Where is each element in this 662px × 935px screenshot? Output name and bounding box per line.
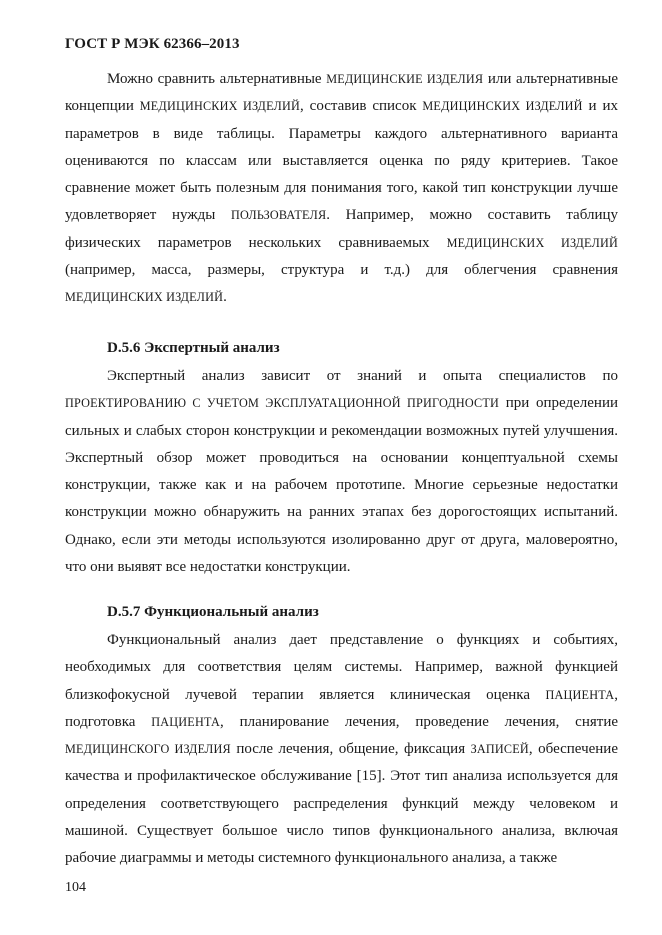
text-run: Экспертный анализ зависит от знаний и опыта специалистов по <box>107 368 618 384</box>
text-run: , составив список <box>300 98 423 115</box>
term: ПРОЕКТИРОВАНИЮ С УЧЕТОМ ЭКСПЛУАТАЦИОННОЙ ПРИГОДНОСТИ <box>65 396 499 411</box>
text-run: и их параметров в виде таблицы. Параметры каждого альтернативного варианта оцениваются по классам или выставляется оценка по ряду критериев. Такое сравнение может быть полезным для понимания того, какой тип конструкции лучше удовлетворяет нужды <box>65 98 619 224</box>
paragraph-comparison <box>65 66 618 312</box>
text-run: . Например, можно составить таблицу физических параметров нескольких сравниваемых <box>65 207 618 251</box>
text-run: , обеспечение качества и профилактическое обслуживание [15]. Этот тип анализа используется для определения соответствующего распределения функций между человеком и машиной. Существует большое число типов функционального анализа, включая рабочие диаграммы и методы системного функционального анализа, а также <box>65 741 618 867</box>
text-run: Можно сравнить альтернативные <box>107 71 327 87</box>
document-header: ГОСТ Р МЭК 62366–2013 <box>65 36 240 52</box>
term: ПАЦИЕНТА <box>151 714 220 729</box>
term: ПОЛЬЗОВАТЕЛЯ <box>230 208 327 223</box>
term: МЕДИЦИНСКИХ ИЗДЕЛИЙ <box>65 290 224 305</box>
term: МЕДИЦИНСКИЕ ИЗДЕЛИЯ <box>326 72 484 86</box>
term: МЕДИЦИНСКОГО ИЗДЕЛИЯ <box>65 742 231 757</box>
text-run: , подготовка <box>65 686 618 730</box>
section-heading-functional-analysis: D.5.7 Функциональный анализ <box>107 604 319 620</box>
text-run: или альтернативные концепции <box>65 71 619 115</box>
term: МЕДИЦИНСКИХ ИЗДЕЛИЙ <box>446 235 618 250</box>
section-heading-expert-analysis: D.5.6 Экспертный анализ <box>107 340 280 356</box>
text-run: , планирование лечения, проведение лечения, снятие <box>220 713 619 730</box>
page-number: 104 <box>65 880 86 895</box>
text-run: Функциональный анализ дает представление о функциях и событиях, необходимых для соответствия целям системы. Например, важной функцией близкофокусной лучевой терапии является клиническая оценка <box>65 632 618 703</box>
term: ЗАПИСЕЙ <box>470 742 529 757</box>
paragraph-text <box>65 363 618 581</box>
text-run: при определении сильных и слабых сторон конструкции и рекомендации возможных путей улучшения. Экспертный обзор может проводиться на основании концептуальной схемы конструкции, также как и на рабочем прототипе. Многие серьезные недостатки конструкции можно обнаружить на ранних этапах без дорогостоящих испытаний. Однако, если эти методы используются изолированно друг от друга, маловероятно, что они выявят все недостатки конструкции. <box>65 395 618 576</box>
term: ПАЦИЕНТА <box>545 687 615 702</box>
text-run: . <box>223 289 227 306</box>
paragraph-text <box>65 66 618 312</box>
paragraph-text <box>65 627 618 873</box>
paragraph-functional-analysis <box>65 627 618 873</box>
text-run: после лечения, общение, фиксация <box>230 741 471 758</box>
text-run: (например, масса, размеры, структура и т.д.) для облегчения сравнения <box>65 262 618 279</box>
term: МЕДИЦИНСКИХ ИЗДЕЛИЙ <box>422 99 583 114</box>
paragraph-expert-analysis <box>65 363 618 581</box>
term: МЕДИЦИНСКИХ ИЗДЕЛИЙ <box>139 99 301 114</box>
